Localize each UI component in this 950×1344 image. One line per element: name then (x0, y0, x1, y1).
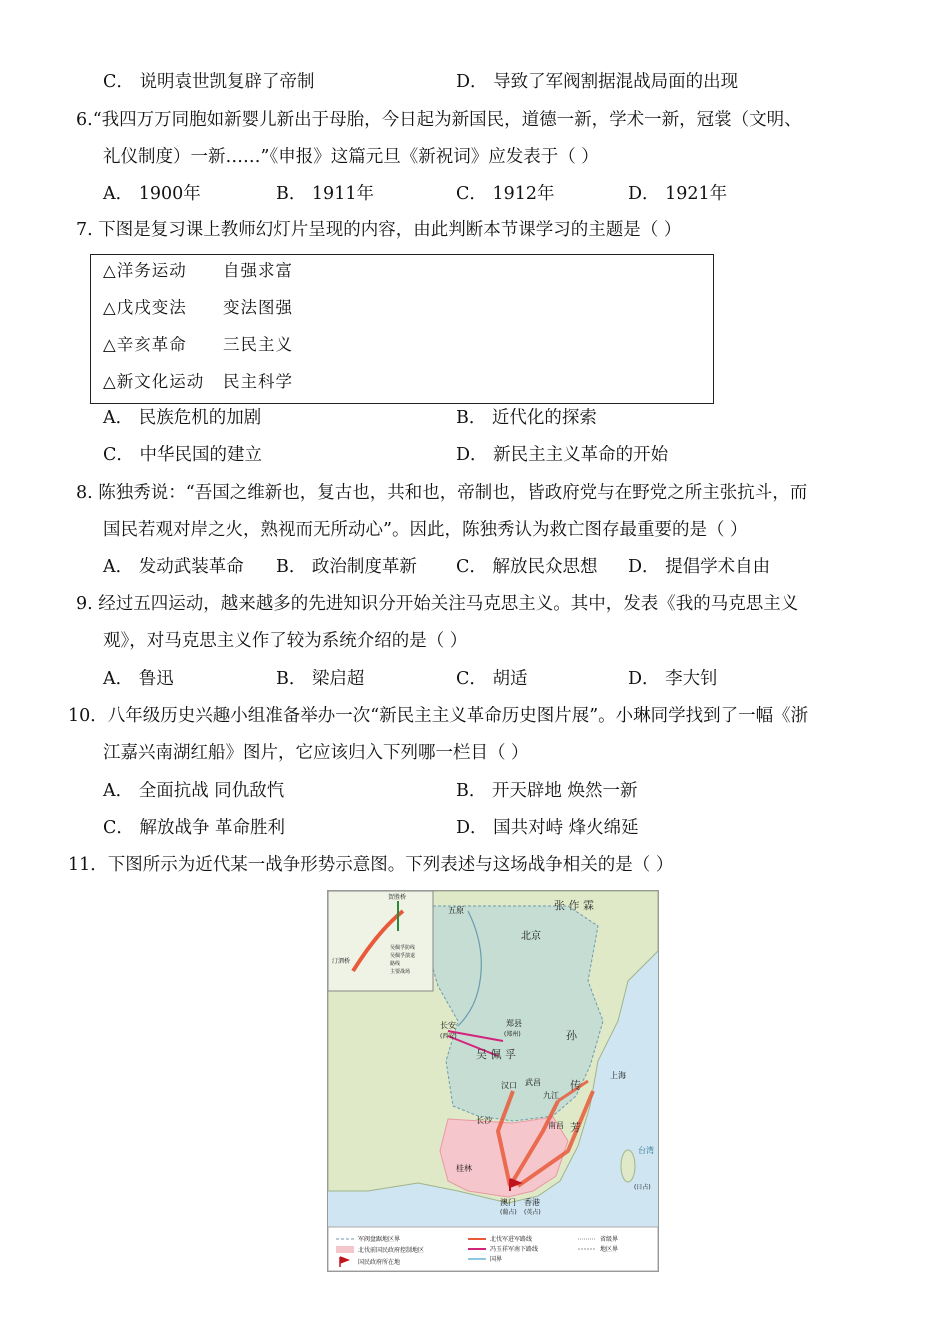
inset-legend-item: 主要战场 (390, 969, 411, 975)
legend-swatch (336, 1246, 354, 1253)
q10-option-b: B． 开天辟地 焕然一新 (456, 781, 638, 801)
q6-option-d: D． 1921年 (628, 184, 728, 204)
legend-label: 冯玉祥军南下路线 (490, 1246, 539, 1253)
label-xianggang-alt: (英占) (524, 1209, 541, 1216)
q10-option-a: A． 全面抗战 同仇敌忾 (103, 781, 285, 801)
label-jiujiang: 九江 (543, 1091, 559, 1100)
slide-content-box (90, 254, 714, 404)
map-taiwan (621, 1150, 635, 1182)
q7-option-a: A． 民族危机的加剧 (103, 408, 262, 428)
q5-option-c: C． 说明袁世凯复辟了帝制 (103, 72, 315, 92)
q6-option-b: B． 1911年 (276, 184, 374, 204)
label-wuyuan: 五原 (448, 906, 464, 915)
legend-label: 国界 (490, 1256, 503, 1263)
q7-option-c: C． 中华民国的建立 (103, 445, 262, 465)
legend-label: 国民政府所在地 (358, 1259, 401, 1266)
northern-expedition-map (327, 890, 659, 1272)
slide-row-goal: 三民主义 (223, 335, 293, 354)
legend-label: 北伐前国民政府控制地区 (358, 1247, 425, 1254)
inset-legend-item: 吴佩孚溃退 (390, 953, 416, 959)
label-guilin: 桂林 (456, 1164, 472, 1173)
legend-label: 省级界 (600, 1236, 619, 1243)
q9-stem-line2: 观》，对马克思主义作了较为系统介绍的是（ ） (103, 631, 468, 651)
q7-option-d: D． 新民主主义革命的开始 (456, 445, 669, 465)
q9-option-c: C． 胡适 (456, 669, 528, 689)
label-zhengzhou: 郑县 (506, 1019, 522, 1028)
q6-stem-line2: 礼仪制度）一新……”《申报》这篇元旦《新祝词》应发表于（ ） (103, 147, 599, 167)
slide-row-goal: 民主科学 (223, 372, 293, 391)
q8-option-d: D． 提倡学术自由 (628, 557, 771, 577)
q8-stem-line1: 8. 陈独秀说：“吾国之维新也，复古也，共和也，帝制也，皆政府党与在野党之所主张抗斗，而 (76, 483, 808, 503)
q10-stem-line2: 江嘉兴南湖红船》图片，它应该归入下列哪一栏目（ ） (103, 743, 529, 763)
q6-option-c: C． 1912年 (456, 184, 555, 204)
slide-row (103, 368, 293, 392)
q7-stem: 7. 下图是复习课上教师幻灯片呈现的内容，由此判断本节课学习的主题是（ ） (76, 220, 682, 240)
slide-row-goal: 变法图强 (223, 298, 293, 317)
q10-option-d: D． 国共对峙 烽火绵延 (456, 818, 639, 838)
label-changan: 长安 (440, 1021, 456, 1030)
label-aomen: 澳门 (500, 1198, 516, 1207)
slide-row (103, 257, 293, 281)
label-tingsiqiao: 汀泗桥 (332, 958, 351, 965)
q8-option-c: C． 解放民众思想 (456, 557, 598, 577)
label-fang: 芳 (570, 1121, 581, 1134)
q10-stem-line1: 10．八年级历史兴趣小组准备举办一次“新民主主义革命历史图片展”。小琳同学找到了一幅《浙 (68, 706, 809, 726)
label-sun: 孙 (566, 1029, 577, 1042)
q6-option-a: A． 1900年 (103, 184, 201, 204)
q6-stem-line1: 6.“我四万万同胞如新婴儿新出于母胎，今日起为新国民，道德一新，学术一新，冠裳（文明、 (76, 110, 802, 130)
q9-option-b: B． 梁启超 (276, 669, 365, 689)
q7-option-b: B． 近代化的探索 (456, 408, 597, 428)
q9-option-a: A． 鲁迅 (103, 669, 174, 689)
inset-legend-item: 吴佩孚防线 (390, 945, 416, 951)
q8-stem-line2: 国民若观对岸之火，熟视而无所动心”。因此，陈独秀认为救亡图存最重要的是（ ） (103, 520, 748, 540)
label-taiwan: 台湾 (638, 1146, 654, 1155)
label-changsha: 长沙 (476, 1116, 492, 1125)
inset-legend-item: 路线 (390, 961, 401, 967)
q5-option-d: D． 导致了军阀割据混战局面的出现 (456, 72, 739, 92)
slide-row-topic: △新文化运动 (103, 372, 205, 391)
label-wupeifu: 吴 佩 孚 (476, 1048, 516, 1061)
label-taiwan-alt: (日占) (634, 1184, 651, 1191)
label-zhangzuolin: 张 作 霖 (554, 899, 594, 912)
label-chuan: 传 (570, 1079, 581, 1092)
label-aomen-alt: (葡占) (500, 1209, 517, 1216)
slide-row-topic: △戊戌变法 (103, 298, 187, 317)
slide-row-topic: △辛亥革命 (103, 335, 187, 354)
q8-option-b: B． 政治制度革新 (276, 557, 417, 577)
label-zhengzhou-alt: (郑州) (504, 1031, 521, 1038)
slide-row-topic: △洋务运动 (103, 261, 187, 280)
q11-stem: 11．下图所示为近代某一战争形势示意图。下列表述与这场战争相关的是（ ） (68, 855, 674, 875)
legend-label: 地区界 (600, 1246, 619, 1253)
slide-row-goal: 自强求富 (223, 261, 293, 280)
q8-option-a: A． 发动武装革命 (103, 557, 244, 577)
legend-label: 北伐军进军路线 (490, 1236, 533, 1243)
label-wuchang: 武昌 (525, 1078, 541, 1087)
label-shanghai: 上海 (610, 1071, 626, 1080)
map-inset (328, 891, 433, 991)
q9-stem-line1: 9. 经过五四运动，越来越多的先进知识分开始关注马克思主义。其中，发表《我的马克思主义 (76, 594, 799, 614)
q9-option-d: D． 李大钊 (628, 669, 718, 689)
label-beijing: 北京 (521, 931, 541, 942)
label-xianggang: 香港 (524, 1198, 540, 1207)
label-hankou: 汉口 (501, 1081, 517, 1090)
label-nanchang: 南昌 (548, 1121, 564, 1130)
legend-label: 军阀盘踞地区界 (358, 1236, 401, 1243)
label-xian: (西安) (440, 1033, 457, 1040)
slide-row (103, 294, 293, 318)
label-heshengqiao: 贺胜桥 (388, 894, 407, 901)
q10-option-c: C． 解放战争 革命胜利 (103, 818, 286, 838)
slide-row (103, 331, 293, 355)
